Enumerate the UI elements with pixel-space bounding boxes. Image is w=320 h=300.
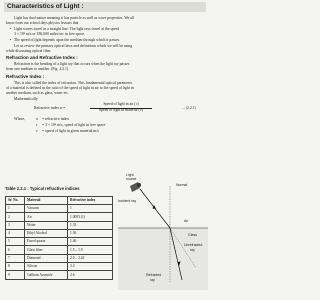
table-cell: 6 (6, 246, 25, 254)
bullet-1-line-2: 3 × 10⁸ m/s or 186,000 miles/sec in free space. (14, 32, 86, 36)
table-cell: 1 (68, 205, 113, 213)
table-cell: 3 (6, 221, 25, 229)
ri-line-2: of a material is defined as the ratio of the speed of light in air to the speed of light in (6, 86, 134, 90)
table-cell: 7 (6, 254, 25, 262)
table-cell: 2.6 (68, 271, 113, 279)
para2-line-2: while discussing optical fiber. (6, 49, 52, 53)
where-sym-n: n (36, 117, 38, 121)
refractive-index-table (5, 196, 113, 280)
table-cell: 2 (6, 213, 25, 221)
para2-line-1: Let us review the primary optical laws and definitions which we will be using (14, 44, 133, 48)
table-cell: 9 (6, 271, 25, 279)
ri-line-3: another medium, such as glass, water etc. (6, 91, 69, 95)
table-cell: 1.5 – 1.9 (68, 246, 113, 254)
column-header: Refractive index (68, 197, 113, 205)
table-cell: 1.0003 (1) (68, 213, 113, 221)
table-cell: 2.0 – 2.42 (68, 254, 113, 262)
label-incident-ray: Incident ray (118, 199, 137, 203)
table-cell: Ethyl Alcohol (25, 229, 68, 237)
table-cell: Air (25, 213, 68, 221)
table-cell: 3.4 (68, 263, 113, 271)
table-cell: 1.33 (68, 221, 113, 229)
label-unrefracted-2: ray (190, 248, 195, 252)
table-header-row (6, 197, 113, 205)
column-header: Sr. No. (6, 197, 25, 205)
where-sym-c: c (36, 123, 38, 127)
section-refractive-index-title: Refractive Index : (6, 74, 45, 79)
table-row (6, 246, 113, 254)
table-cell: Gallium Arsenide (25, 271, 68, 279)
table-cell: Water (25, 221, 68, 229)
intro-line-2: know from our school days physics lessons that (6, 21, 79, 25)
formula-number: ... (2.2.1) (182, 106, 196, 110)
column-header: Material (25, 197, 68, 205)
table-cell: Glass fiber (25, 246, 68, 254)
label-unrefracted: Unrefracted (184, 243, 203, 247)
where-desc-n: = refractive index (42, 117, 70, 121)
table-row (6, 254, 113, 262)
table-cell: Vacuum (25, 205, 68, 213)
label-refracted: Refracted (146, 273, 162, 277)
formula-lhs: Refractive index n = (34, 106, 66, 110)
refraction-line-1: Refraction is the bending of a light ray that occurs when the light ray passes (14, 62, 130, 66)
table-row (6, 238, 113, 246)
table-cell: 8 (6, 263, 25, 271)
refraction-figure (118, 172, 208, 290)
label-glass: Glass (188, 233, 197, 237)
where-label: Where, (14, 117, 26, 121)
bullet-1-line-1: • Light waves travel in a straight line. The light rays travel at the speed (14, 27, 119, 32)
table-row (6, 263, 113, 271)
refraction-line-2: from one medium to another. (Fig. 2.2.1) (6, 67, 69, 71)
label-normal: Normal (176, 183, 188, 187)
intro-line-1: Light has dual nature meaning it has particle as well as wave properties. We all (14, 16, 134, 20)
table-caption: Table 2.2.1 : Typical refractive indices (5, 186, 80, 191)
where-desc-v: = speed of light in given material m/s (42, 129, 99, 133)
where-sym-v: v (36, 129, 38, 133)
where-desc-c: = 3 × 10⁸ m/s, speed of light in free space (42, 123, 106, 127)
table-row (6, 213, 113, 221)
label-light-source-2: source (126, 177, 137, 181)
table-row (6, 271, 113, 279)
label-air: Air (184, 219, 189, 223)
flashlight-icon (130, 182, 141, 192)
formula-numerator: Speed of light in air (c) (103, 102, 139, 106)
ri-line-1: This is also called the index of refraction. This fundamental optical parameter (14, 81, 133, 85)
section-refraction-title: Refraction and Refractive Index : (6, 55, 78, 60)
formula-denominator: Speed of light in material (v) (99, 108, 143, 112)
table-row (6, 229, 113, 237)
table-cell: 1.36 (68, 229, 113, 237)
table-cell: Silicon (25, 263, 68, 271)
table-cell: 1 (6, 205, 25, 213)
glass-medium (118, 228, 208, 290)
table-cell: Fused quartz (25, 238, 68, 246)
label-refracted-2: ray (150, 278, 155, 282)
table-cell: Diamond (25, 254, 68, 262)
ri-line-4: Mathematically (14, 97, 38, 101)
bullet-2-line-1: • The speed of light depends upon the medium through which it passes. (14, 38, 120, 43)
table-cell: 5 (6, 238, 25, 246)
table-cell: 4 (6, 229, 25, 237)
table-row (6, 205, 113, 213)
table-cell: 1.46 (68, 238, 113, 246)
label-light-source: Light (126, 173, 134, 177)
page-header-title: Characteristics of Light : (7, 3, 84, 10)
table-row (6, 221, 113, 229)
